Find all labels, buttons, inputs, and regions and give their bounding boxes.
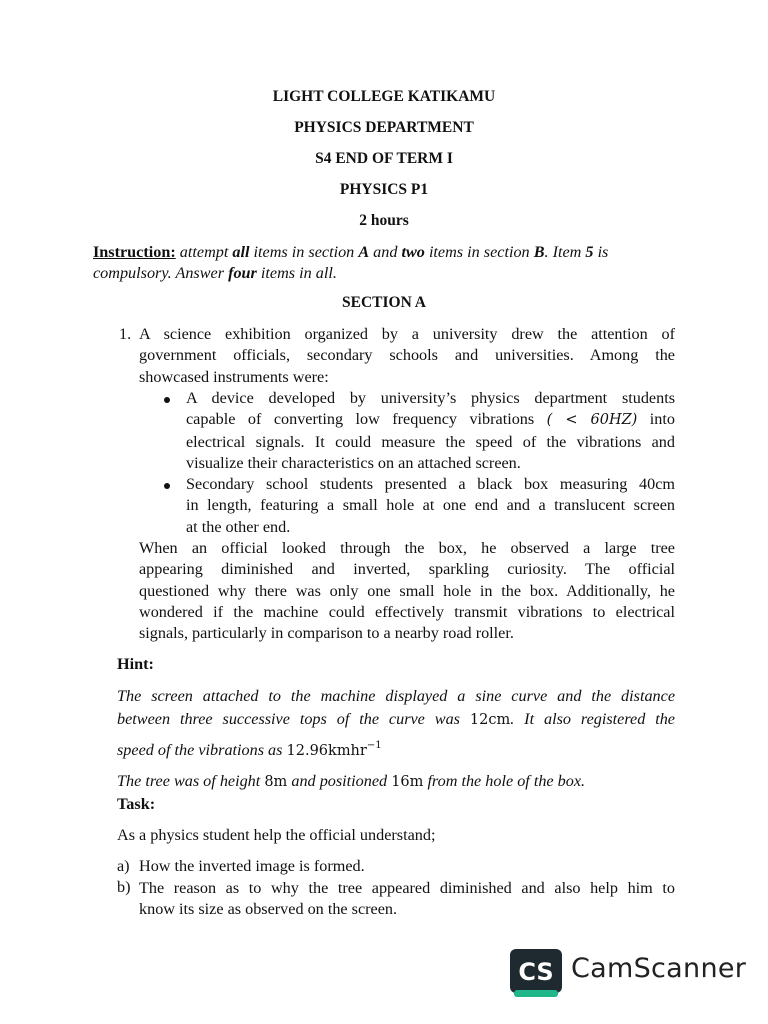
camscanner-logo-text: CS: [518, 958, 554, 986]
task-b-label: b): [117, 878, 131, 896]
task-b-text: The reason as to why the tree appeared diminished and also help him to know its size as observed on the screen.: [139, 879, 675, 919]
speed-math: 12.96kmhr: [286, 743, 367, 759]
story-paragraph: When an official looked through the box, he observed a large tree appearing diminished and inverted, sparkling curiosity. The official questioned why there was only one small hole in the box. Additionally, he wondered if the machine could effectively transmit vibrations to electrical signals, particularly in comparison to a nearby road roller.: [139, 539, 675, 643]
question-number: 1.: [119, 325, 132, 343]
question-intro: A science exhibition organized by a university drew the attention of government officials, secondary schools and universities. Among the showcased instruments were:: [139, 325, 675, 386]
bullet-black-box: Secondary school students presented a black box measuring 40cm in length, featuring a small hole at one end and a translucent screen at the other end.: [186, 475, 675, 536]
distance-hole-math: 16m: [391, 773, 424, 790]
hint-label: Hint:: [117, 655, 154, 673]
task-intro: As a physics student help the official understand;: [117, 826, 436, 844]
bullet-dot: [164, 483, 170, 489]
camscanner-brand: CamScanner: [571, 953, 747, 984]
frequency-math: ( < 60HZ): [546, 412, 638, 429]
duration: 2 hours: [359, 212, 409, 229]
exam-title: S4 END OF TERM I: [315, 150, 453, 167]
bullet-dot: [164, 397, 170, 403]
task-label: Task:: [117, 795, 156, 813]
instruction-label: Instruction:: [93, 243, 176, 261]
school-name: LIGHT COLLEGE KATIKAMU: [272, 88, 496, 105]
camscanner-logo-icon: [510, 949, 562, 997]
task-a-label: a): [117, 857, 130, 875]
instruction-block: Instruction: attempt all items in section A and two items in section B. Item 5 is compulsory. Answer four items in all.: [93, 243, 609, 283]
department-name: PHYSICS DEPARTMENT: [294, 119, 474, 136]
paper-title: PHYSICS P1: [339, 181, 429, 198]
distance-math: 12cm: [469, 711, 511, 728]
height-math: 8m: [264, 773, 288, 790]
speed-exponent: −1: [366, 740, 382, 751]
hint-text: The screen attached to the machine displayed a sine curve and the distance between three successive tops of the curve was 12cm. It also registered the speed of the vibrations as 12.96kmhr$^{-1}$ The tree was of height 8m and positioned 16m from the hole of the box.: [117, 687, 675, 790]
section-a-heading: SECTION A: [342, 294, 426, 311]
bullet-device: A device developed by university’s physics department students capable of converting low frequency vibrations ( < 60HZ) into electrical signals. It could measure the speed of the vibrations and visualize their characteristics on an attached screen.: [186, 389, 675, 472]
task-a-text: How the inverted image is formed.: [139, 857, 365, 875]
